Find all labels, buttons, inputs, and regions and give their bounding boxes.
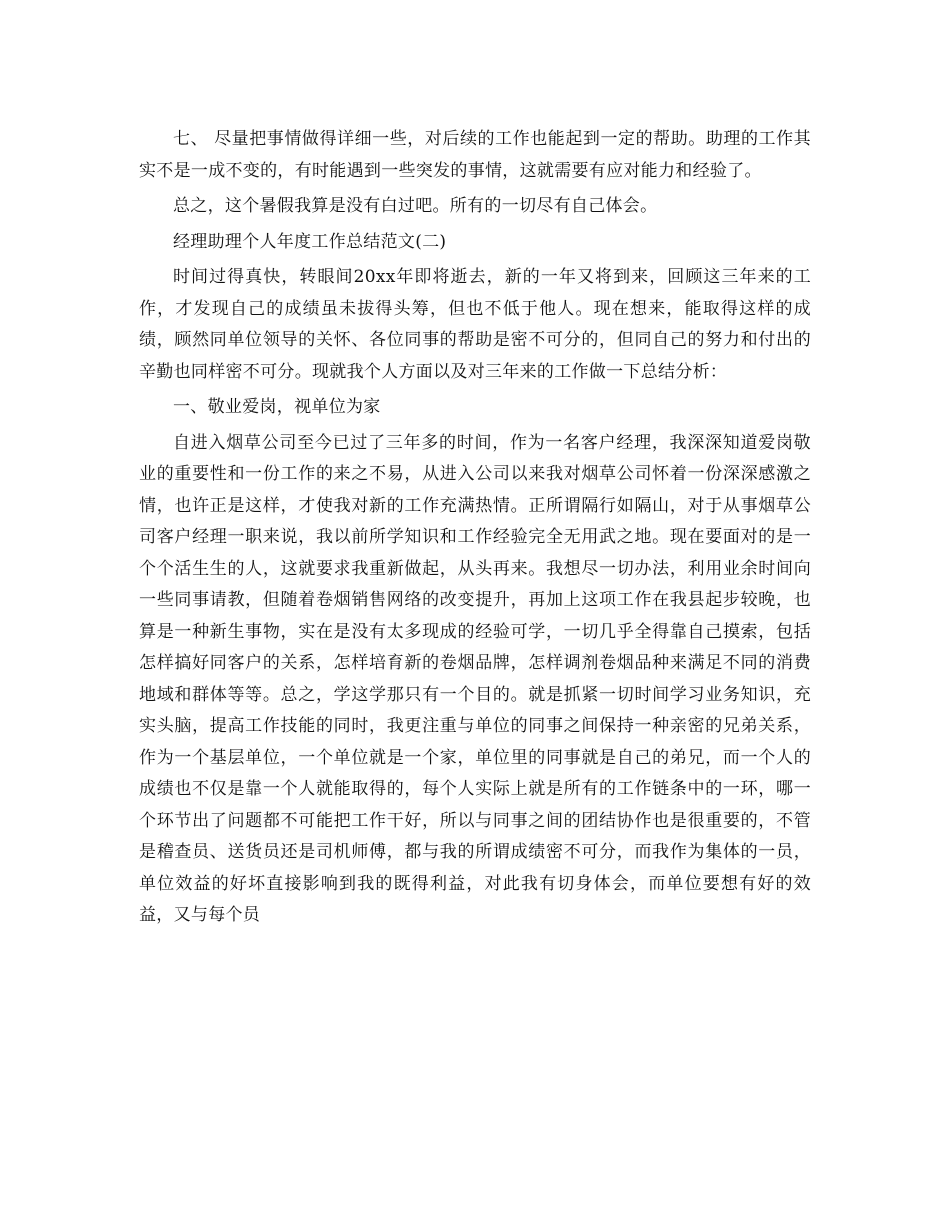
heading-dedication: 一、敬业爱岗，视单位为家 [173, 397, 381, 417]
paragraph-item-seven: 七、 尽量把事情做得详细一些，对后续的工作也能起到一定的帮助。助理的工作其实不是一成不变的，有时能遇到一些突发的事情，这就需要有应对能力和经验了。 [139, 129, 811, 181]
paragraph-summary: 总之，这个暑假我算是没有白过吧。所有的一切尽有自己体会。 [173, 196, 658, 216]
paragraph-intro: 时间过得真快，转眼间20xx年即将逝去，新的一年又将到来，回顾这三年来的工作，才发现自己的成绩虽未拔得头筹，但也不低于他人。现在想来，能取得这样的成绩，顾然同单位领导的关怀、各位同事的帮助是密不可分的，但同自己的努力和付出的辛勤也同样密不可分。现就我个人方面以及对三年来的工作做一下总结分析： [139, 267, 811, 382]
paragraph-dedication-body: 自进入烟草公司至今已过了三年多的时间，作为一名客户经理，我深深知道爱岗敬业的重要性和一份工作的来之不易，从进入公司以来我对烟草公司怀着一份深深感激之情，也许正是这样，才使我对新的工作充满热情。正所谓隔行如隔山，对于从事烟草公司客户经理一职来说，我以前所学知识和工作经验完全无用武之地。现在要面对的是一个个活生生的人，这就要求我重新做起，从头再来。我想尽一切办法，利用业余时间向一些同事请教，但随着卷烟销售网络的改变提升，再加上这项工作在我县起步较晚，也算是一种新生事物，实在是没有太多现成的经验可学，一切几乎全得靠自己摸索，包括怎样搞好同客户的关系，怎样培育新的卷烟品牌，怎样调剂卷烟品种来满足不同的消费地域和群体等等。总之，学这学那只有一个目的。就是抓紧一切时间学习业务知识，充实头脑，提高工作技能的同时，我更注重与单位的同事之间保持一种亲密的兄弟关系，作为一个基层单位，一个单位就是一个家，单位里的同事就是自己的弟兄，而一个人的成绩也不仅是靠一个人就能取得的，每个人实际上就是所有的工作链条中的一环，哪一个环节出了问题都不可能把工作干好，所以与同事之间的团结协作也是很重要的，不管是稽查员、送货员还是司机师傅，都与我的所谓成绩密不可分，而我作为集体的一员，单位效益的好坏直接影响到我的既得利益，对此我有切身体会，而单位要想有好的效益，又与每个员 [139, 432, 811, 925]
section-title: 经理助理个人年度工作总结范文(二) [173, 231, 447, 252]
document-page [139, 124, 811, 936]
